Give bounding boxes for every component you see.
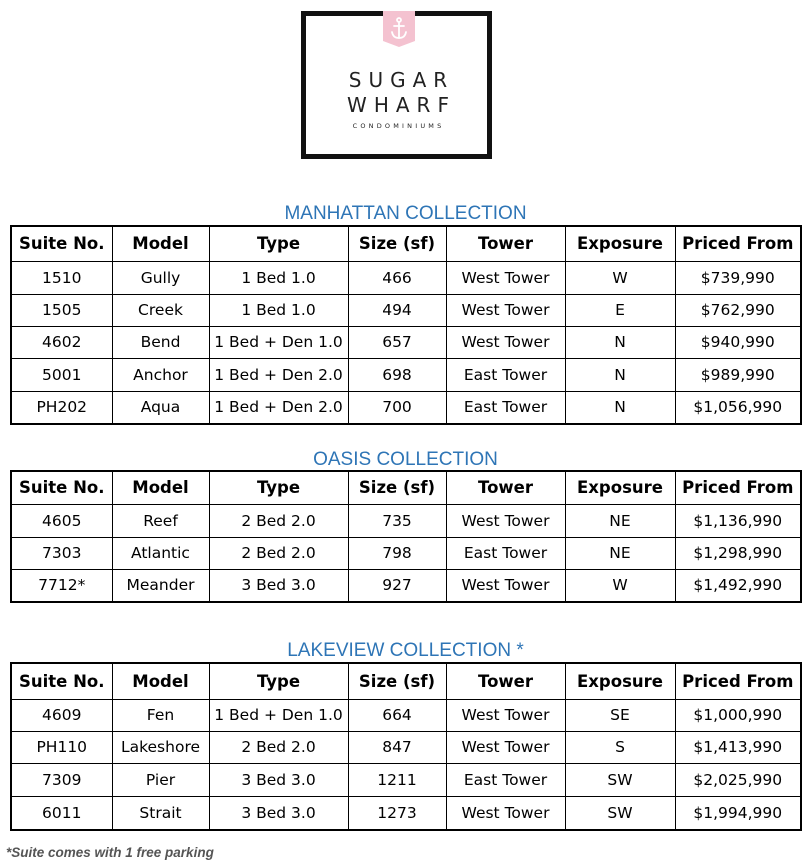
cell-tower: West Tower: [446, 504, 565, 537]
cell-type: 1 Bed 1.0: [209, 261, 348, 294]
cell-size: 494: [348, 294, 446, 326]
cell-size: 657: [348, 326, 446, 358]
cell-price: $989,990: [675, 358, 801, 391]
cell-model: Bend: [112, 326, 209, 358]
cell-price: $1,136,990: [675, 504, 801, 537]
manhattan-collection-table: [10, 225, 802, 425]
oasis-collection-title: OASIS COLLECTION: [313, 449, 498, 470]
lakeview-collection-table: [10, 662, 802, 831]
column-header-model: Model: [112, 226, 209, 261]
cell-suite-no: 7309: [11, 763, 112, 796]
cell-size: 698: [348, 358, 446, 391]
table-row: [11, 731, 801, 763]
cell-exposure: NE: [565, 504, 675, 537]
cell-exposure: N: [565, 326, 675, 358]
column-header-tower: Tower: [446, 471, 565, 504]
cell-exposure: N: [565, 358, 675, 391]
cell-model: Anchor: [112, 358, 209, 391]
table-row: [11, 796, 801, 830]
cell-suite-no: 1505: [11, 294, 112, 326]
logo-wordmark-line-1: SUGAR: [348, 68, 455, 92]
cell-tower: East Tower: [446, 537, 565, 569]
logo-wordmark-line-2: WHARF: [347, 93, 456, 117]
cell-tower: West Tower: [446, 796, 565, 830]
cell-model: Strait: [112, 796, 209, 830]
cell-price: $2,025,990: [675, 763, 801, 796]
table-row: [11, 504, 801, 537]
cell-suite-no: 4602: [11, 326, 112, 358]
cell-type: 2 Bed 2.0: [209, 504, 348, 537]
table-row: [11, 358, 801, 391]
column-header-type: Type: [209, 663, 348, 699]
cell-tower: West Tower: [446, 699, 565, 731]
column-header-price: Priced From: [675, 471, 801, 504]
table-row: [11, 294, 801, 326]
cell-suite-no: PH110: [11, 731, 112, 763]
cell-suite-no: 7303: [11, 537, 112, 569]
cell-suite-no: 6011: [11, 796, 112, 830]
cell-price: $1,413,990: [675, 731, 801, 763]
cell-type: 1 Bed + Den 1.0: [209, 699, 348, 731]
table-row: [11, 261, 801, 294]
column-header-size: Size (sf): [348, 471, 446, 504]
cell-type: 1 Bed 1.0: [209, 294, 348, 326]
cell-tower: West Tower: [446, 261, 565, 294]
cell-size: 1273: [348, 796, 446, 830]
column-header-exposure: Exposure: [565, 663, 675, 699]
column-header-model: Model: [112, 663, 209, 699]
cell-tower: East Tower: [446, 763, 565, 796]
cell-suite-no: 4605: [11, 504, 112, 537]
cell-exposure: E: [565, 294, 675, 326]
cell-tower: West Tower: [446, 731, 565, 763]
cell-price: $739,990: [675, 261, 801, 294]
cell-price: $940,990: [675, 326, 801, 358]
cell-exposure: W: [565, 569, 675, 602]
oasis-collection-table: [10, 470, 802, 603]
cell-type: 2 Bed 2.0: [209, 537, 348, 569]
cell-model: Reef: [112, 504, 209, 537]
cell-size: 847: [348, 731, 446, 763]
table-row: [11, 537, 801, 569]
column-header-suite-no: Suite No.: [11, 471, 112, 504]
cell-model: Lakeshore: [112, 731, 209, 763]
cell-price: $1,000,990: [675, 699, 801, 731]
cell-suite-no: 7712*: [11, 569, 112, 602]
cell-size: 664: [348, 699, 446, 731]
column-header-size: Size (sf): [348, 226, 446, 261]
column-header-price: Priced From: [675, 226, 801, 261]
cell-tower: West Tower: [446, 326, 565, 358]
column-header-type: Type: [209, 471, 348, 504]
cell-tower: West Tower: [446, 569, 565, 602]
cell-type: 1 Bed + Den 1.0: [209, 326, 348, 358]
cell-model: Pier: [112, 763, 209, 796]
cell-size: 466: [348, 261, 446, 294]
column-header-type: Type: [209, 226, 348, 261]
logo-subtitle: CONDOMINIUMS: [352, 122, 445, 130]
cell-tower: East Tower: [446, 391, 565, 424]
cell-model: Gully: [112, 261, 209, 294]
cell-size: 1211: [348, 763, 446, 796]
column-header-size: Size (sf): [348, 663, 446, 699]
sugar-wharf-logo: [301, 11, 492, 159]
cell-type: 1 Bed + Den 2.0: [209, 391, 348, 424]
table-header-row: [11, 471, 801, 504]
cell-model: Meander: [112, 569, 209, 602]
cell-tower: East Tower: [446, 358, 565, 391]
column-header-tower: Tower: [446, 663, 565, 699]
cell-type: 3 Bed 3.0: [209, 763, 348, 796]
table-row: [11, 326, 801, 358]
table-row: [11, 391, 801, 424]
cell-suite-no: 1510: [11, 261, 112, 294]
manhattan-collection-title: MANHATTAN COLLECTION: [284, 203, 527, 224]
cell-exposure: SE: [565, 699, 675, 731]
cell-exposure: W: [565, 261, 675, 294]
column-header-suite-no: Suite No.: [11, 663, 112, 699]
column-header-tower: Tower: [446, 226, 565, 261]
cell-size: 927: [348, 569, 446, 602]
cell-suite-no: 5001: [11, 358, 112, 391]
cell-type: 3 Bed 3.0: [209, 569, 348, 602]
cell-exposure: NE: [565, 537, 675, 569]
cell-size: 700: [348, 391, 446, 424]
parking-footnote: *Suite comes with 1 free parking: [6, 845, 214, 860]
table-row: [11, 763, 801, 796]
cell-exposure: S: [565, 731, 675, 763]
cell-price: $1,994,990: [675, 796, 801, 830]
cell-model: Fen: [112, 699, 209, 731]
anchor-icon: [383, 11, 415, 47]
cell-exposure: SW: [565, 796, 675, 830]
cell-suite-no: PH202: [11, 391, 112, 424]
cell-exposure: SW: [565, 763, 675, 796]
cell-model: Aqua: [112, 391, 209, 424]
cell-tower: West Tower: [446, 294, 565, 326]
column-header-suite-no: Suite No.: [11, 226, 112, 261]
column-header-exposure: Exposure: [565, 471, 675, 504]
cell-size: 798: [348, 537, 446, 569]
cell-price: $1,298,990: [675, 537, 801, 569]
column-header-price: Priced From: [675, 663, 801, 699]
cell-size: 735: [348, 504, 446, 537]
table-row: [11, 569, 801, 602]
column-header-model: Model: [112, 471, 209, 504]
cell-type: 1 Bed + Den 2.0: [209, 358, 348, 391]
cell-price: $1,056,990: [675, 391, 801, 424]
cell-price: $762,990: [675, 294, 801, 326]
cell-model: Atlantic: [112, 537, 209, 569]
cell-model: Creek: [112, 294, 209, 326]
lakeview-collection-title: LAKEVIEW COLLECTION *: [287, 640, 524, 661]
cell-type: 3 Bed 3.0: [209, 796, 348, 830]
table-header-row: [11, 663, 801, 699]
cell-suite-no: 4609: [11, 699, 112, 731]
table-header-row: [11, 226, 801, 261]
table-row: [11, 699, 801, 731]
cell-exposure: N: [565, 391, 675, 424]
cell-type: 2 Bed 2.0: [209, 731, 348, 763]
cell-price: $1,492,990: [675, 569, 801, 602]
column-header-exposure: Exposure: [565, 226, 675, 261]
